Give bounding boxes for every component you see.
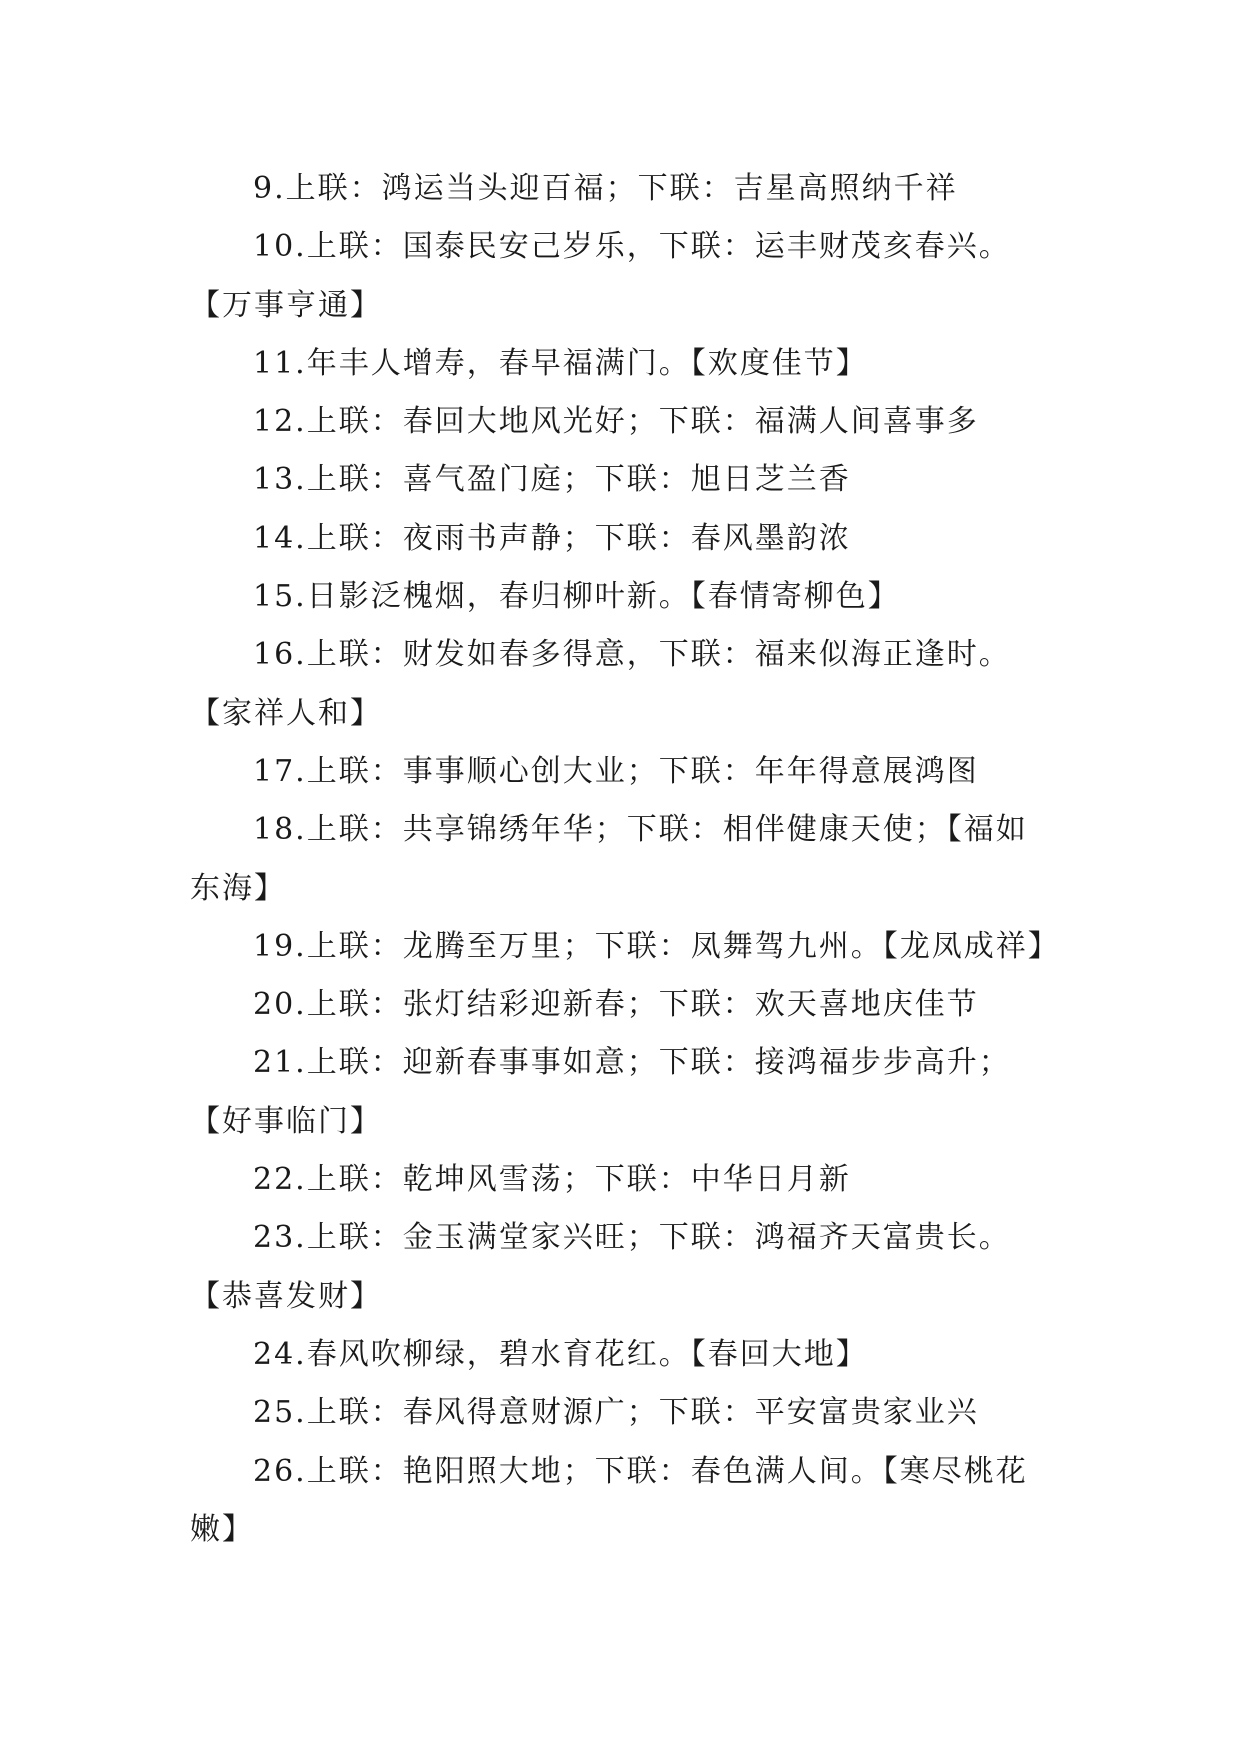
text-line: 21.上联：迎新春事事如意；下联：接鸿福步步高升； bbox=[253, 1045, 1011, 1081]
text-line: 15.日影泛槐烟，春归柳叶新。【春情寄柳色】 bbox=[253, 579, 900, 615]
text-line: 东海】 bbox=[190, 870, 286, 906]
text-line: 20.上联：张灯结彩迎新春；下联：欢天喜地庆佳节 bbox=[253, 987, 979, 1023]
text-line: 【恭喜发财】 bbox=[190, 1278, 382, 1314]
text-line: 14.上联：夜雨书声静；下联：春风墨韵浓 bbox=[253, 520, 851, 556]
text-line: 12.上联：春回大地风光好；下联：福满人间喜事多 bbox=[253, 404, 979, 440]
text-line: 9.上联：鸿运当头迎百福；下联：吉星高照纳千祥 bbox=[253, 171, 958, 206]
text-line: 19.上联：龙腾至万里；下联：凤舞驾九州。【龙凤成祥】 bbox=[253, 928, 1060, 964]
text-line: 26.上联：艳阳照大地；下联：春色满人间。【寒尽桃花 bbox=[253, 1453, 1028, 1489]
text-line: 24.春风吹柳绿，碧水育花红。【春回大地】 bbox=[253, 1336, 868, 1372]
text-line: 11.年丰人增寿，春早福满门。【欢度佳节】 bbox=[253, 345, 868, 381]
text-line: 【好事临门】 bbox=[190, 1103, 382, 1139]
text-line: 【万事亨通】 bbox=[190, 287, 382, 323]
text-line: 10.上联：国泰民安己岁乐，下联：运丰财茂亥春兴。 bbox=[253, 229, 1011, 265]
text-line: 18.上联：共享锦绣年华；下联：相伴健康天使；【福如 bbox=[253, 812, 1028, 848]
text-line: 23.上联：金玉满堂家兴旺；下联：鸿福齐天富贵长。 bbox=[253, 1220, 1011, 1256]
text-line: 25.上联：春风得意财源广；下联：平安富贵家业兴 bbox=[253, 1395, 979, 1431]
text-line: 17.上联：事事顺心创大业；下联：年年得意展鸿图 bbox=[253, 753, 979, 789]
text-line: 13.上联：喜气盈门庭；下联：旭日芝兰香 bbox=[253, 462, 851, 498]
text-line: 嫩】 bbox=[190, 1511, 254, 1547]
text-line: 16.上联：财发如春多得意，下联：福来似海正逢时。 bbox=[253, 637, 1011, 673]
text-line: 【家祥人和】 bbox=[190, 695, 382, 731]
text-line: 22.上联：乾坤风雪荡；下联：中华日月新 bbox=[253, 1162, 851, 1198]
document-body bbox=[190, 160, 1060, 1559]
